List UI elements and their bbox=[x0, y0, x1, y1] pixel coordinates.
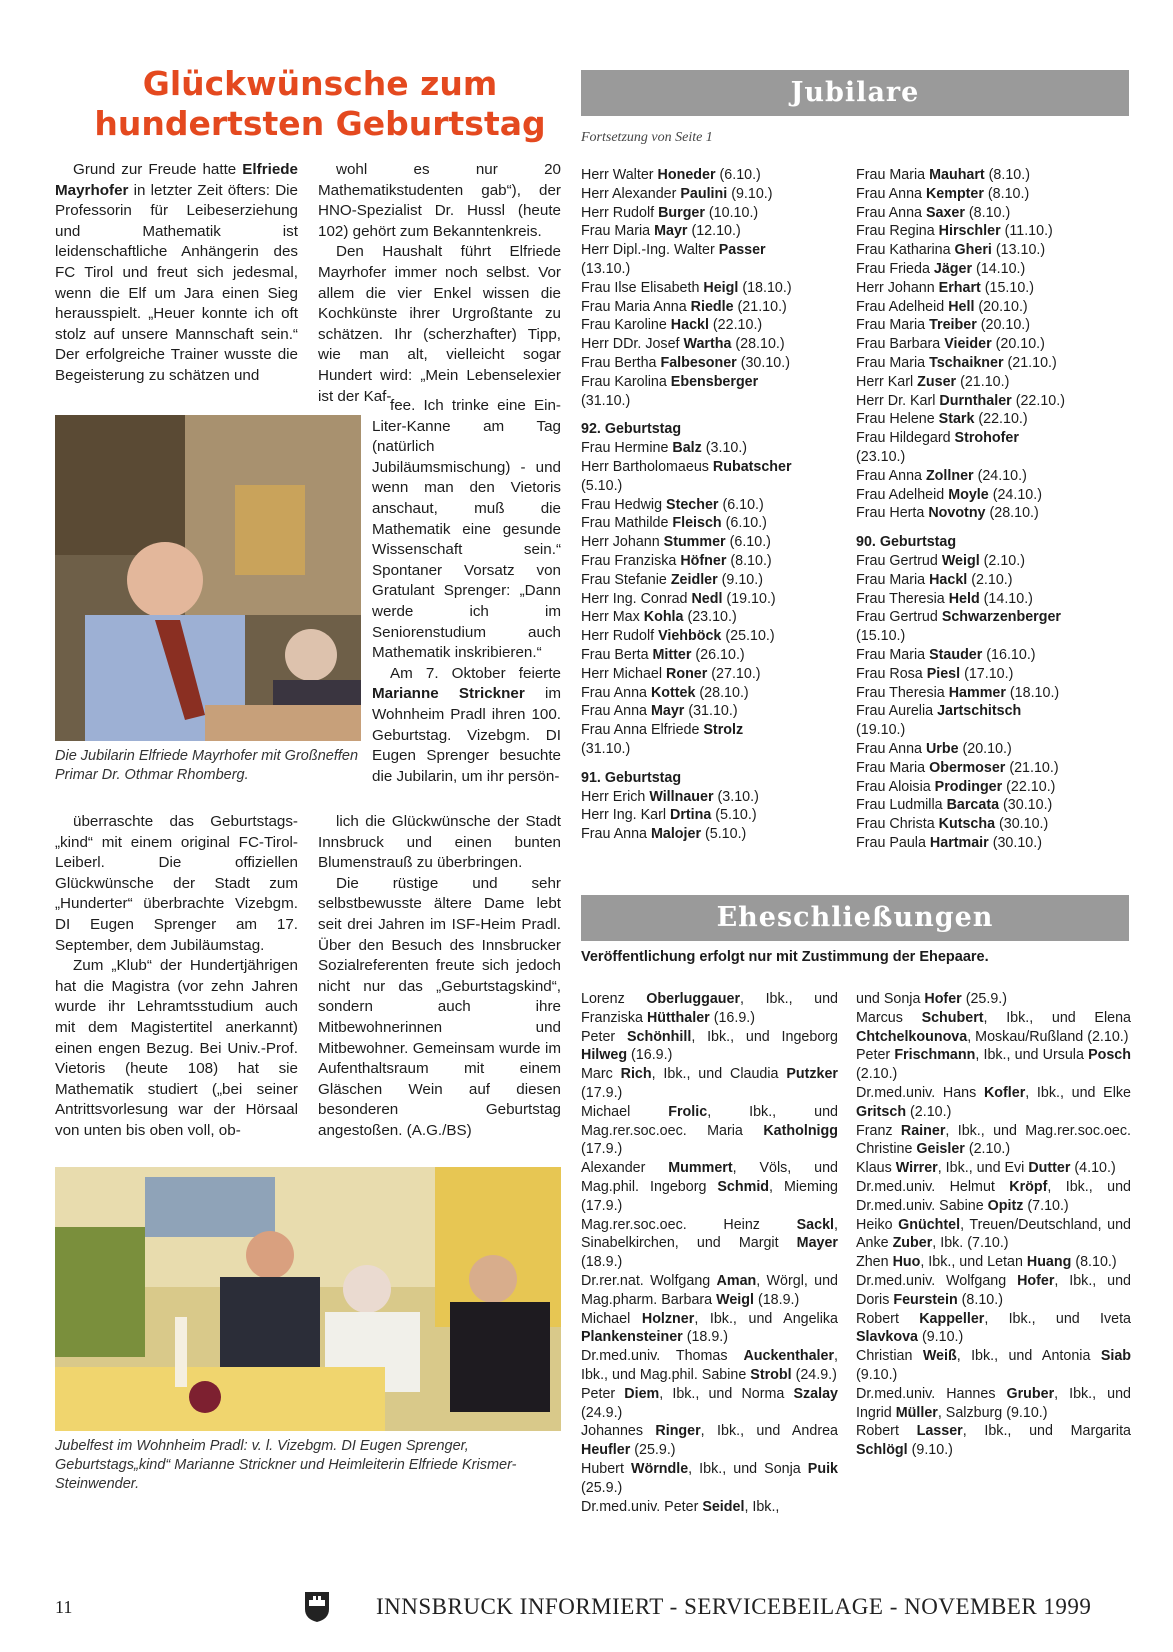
marriages-note: Veröffentlichung erfolgt nur mit Zustimmung der Ehepaare. bbox=[581, 949, 989, 965]
text-paragraph: überraschte das Geburtstags-„kind“ mit einem original FC-Tirol-Leiberl. Die offiziellen Glückwünsche der Stadt zum „Hunderter“ überbrachte Vizebgm. DI Eugen Sprenger am 17. September, dem Jubiläumstag. bbox=[55, 813, 298, 954]
list-item: Herr Erich Willnauer (3.10.) bbox=[581, 788, 759, 805]
headline-line-1: Glückwünsche zum bbox=[142, 64, 498, 103]
list-item: Herr Rudolf Burger (10.10.) bbox=[581, 204, 759, 221]
marriages-banner bbox=[581, 895, 1129, 941]
text-paragraph: Robert Lasser, Ibk., und Margarita Schlögl (9.10.) bbox=[856, 1423, 1131, 1459]
text-paragraph: Franz Rainer, Ibk., und Mag.rer.soc.oec. Christine Geisler (2.10.) bbox=[856, 1122, 1131, 1158]
jubilare-title: Jubilare bbox=[790, 77, 920, 108]
text-paragraph: Dr.med.univ. Thomas Auckenthaler, Ibk., und Mag.phil. Sabine Strobl (24.9.) bbox=[581, 1348, 838, 1383]
list-item: Frau Anna Malojer (5.10.) bbox=[581, 826, 747, 843]
text-paragraph: Dr.med.univ. Peter Seidel, Ibk., bbox=[581, 1498, 780, 1515]
list-item: Frau Ludmilla Barcata (30.10.) bbox=[856, 797, 1053, 814]
text-paragraph: Robert Kappeller, Ibk., und Iveta Slavkova (9.10.) bbox=[856, 1310, 1131, 1346]
article-col1-top bbox=[55, 160, 298, 387]
list-item: Frau Hildegard Strohofer bbox=[856, 430, 1019, 447]
text-paragraph: Heiko Gnüchtel, Treuen/Deutschland, und Anke Zuber, Ibk. (7.10.) bbox=[856, 1216, 1131, 1252]
list-item: Frau Maria Obermoser (21.10.) bbox=[856, 759, 1059, 776]
list-item: Frau Maria Mayr (12.10.) bbox=[581, 223, 741, 240]
list-item: (31.10.) bbox=[581, 740, 631, 757]
list-item: Frau Stefanie Zeidler (9.10.) bbox=[581, 571, 763, 588]
list-heading: 92. Geburtstag bbox=[581, 421, 682, 438]
list-item: Frau Mathilde Fleisch (6.10.) bbox=[581, 515, 767, 532]
text-paragraph: Mag.rer.soc.oec. Heinz Sackl, Sinabelkirchen, und Margit Mayer (18.9.) bbox=[581, 1216, 838, 1271]
list-item: Frau Karoline Hackl (22.10.) bbox=[581, 317, 763, 334]
list-item: Frau Anna Saxer (8.10.) bbox=[856, 204, 1011, 221]
text-paragraph: lich die Glückwünsche der Stadt Innsbruck und einen bunten Blumenstrauß zu überbringen. bbox=[318, 813, 561, 872]
photo-jubilarin-mayrhofer-image bbox=[55, 415, 361, 741]
list-item: Frau Berta Mitter (26.10.) bbox=[581, 646, 745, 663]
list-item: Herr Michael Roner (27.10.) bbox=[581, 665, 761, 682]
page-number: 11 bbox=[55, 1597, 73, 1617]
jubilare-list-col1 bbox=[581, 166, 831, 844]
list-item: Frau Aurelia Jartschitsch bbox=[856, 703, 1022, 720]
text-paragraph: Grund zur Freude hatte Elfriede Mayrhofer in letzter Zeit öfters: Die Professorin für Leibeserziehung und Mathematik ist leidenschaftliche Anhängerin des FC Tirol und freut sich jedesmal, wenn die Elf um Jara einen Sieg herausspielt. „Heuer konnte ich oft stolz auf unsere Mannschaft sein.“ Der erfolgreiche Trainer wusste die Begeisterung zu schätzen und bbox=[55, 161, 298, 384]
text-paragraph: Johannes Ringer, Ibk., und Andrea Heufler (25.9.) bbox=[581, 1423, 838, 1459]
text-paragraph: Am 7. Oktober feierte Marianne Strickner im Wohnheim Pradl ihren 100. Geburtstag. Vizebgm. DI Eugen Sprenger besuchte die Jubilarin, um ihr persön- bbox=[372, 664, 561, 785]
list-item: Frau Regina Hirschler (11.10.) bbox=[856, 223, 1053, 240]
list-item: Frau Helene Stark (22.10.) bbox=[856, 411, 1028, 428]
list-item: (15.10.) bbox=[856, 628, 906, 645]
list-item: Frau Anna Kottek (28.10.) bbox=[581, 684, 749, 701]
text-paragraph: Marc Rich, Ibk., und Claudia Putzker (17.9.) bbox=[581, 1066, 838, 1101]
text-paragraph: Christian Weiß, Ibk., und Antonia Siab (9.10.) bbox=[856, 1348, 1132, 1383]
text-paragraph: Den Haushalt führt Elfriede Mayrhofer immer noch selbst. Vor allem die vier Enkel wissen die Kochkünste ihrer Urgroßtante zu schätzen. Ihr (scherzhafter) Tipp, wie man alt, vielleicht sogar Hundert wird: „Mein Lebenselexier ist der Kaf- bbox=[318, 243, 561, 405]
list-item: Frau Anna Mayr (31.10.) bbox=[581, 703, 738, 720]
list-item: Frau Maria Treiber (20.10.) bbox=[856, 317, 1031, 334]
text-paragraph: Peter Diem, Ibk., und Norma Szalay (24.9.) bbox=[581, 1385, 838, 1421]
marriages-title: Eheschließungen bbox=[716, 902, 994, 933]
list-item: Frau Katharina Gheri (13.10.) bbox=[856, 242, 1046, 259]
article-col2-bottom bbox=[318, 812, 561, 1142]
list-item: Herr Alexander Paulini (9.10.) bbox=[581, 185, 773, 202]
photo-jubelfest-pradl-image bbox=[55, 1167, 561, 1431]
list-item: Frau Adelheid Hell (20.10.) bbox=[856, 298, 1028, 315]
text-paragraph: Peter Frischmann, Ibk., und Ursula Posch (2.10.) bbox=[856, 1047, 1131, 1083]
marriages-list-col2 bbox=[856, 990, 1131, 1460]
city-coat-of-arms-shape bbox=[304, 1591, 330, 1623]
jubilare-list-col2 bbox=[856, 166, 1136, 853]
text-paragraph: Lorenz Oberluggauer, Ibk., und Franziska Hütthaler (16.9.) bbox=[581, 991, 838, 1026]
text-paragraph: wohl es nur 20 Mathematikstudenten gab“), der HNO-Spezialist Dr. Hussl (heute 102) gehört zum Bekanntenkreis. bbox=[318, 161, 561, 240]
list-item: (31.10.) bbox=[581, 392, 631, 409]
text-paragraph: Dr.med.univ. Wolfgang Hofer, Ibk., und Doris Feurstein (8.10.) bbox=[856, 1272, 1131, 1308]
list-item: Frau Aloisia Prodinger (22.10.) bbox=[856, 778, 1056, 795]
headline-line-2: hundertsten Geburtstag bbox=[94, 104, 546, 143]
list-item: Frau Anna Kempter (8.10.) bbox=[856, 185, 1030, 202]
list-item: Herr Ing. Karl Drtina (5.10.) bbox=[581, 807, 757, 824]
list-item: Frau Anna Elfriede Strolz bbox=[581, 722, 744, 739]
list-item: Frau Theresia Held (14.10.) bbox=[856, 590, 1033, 607]
list-item: Frau Christa Kutscha (30.10.) bbox=[856, 816, 1049, 833]
text-paragraph: Klaus Wirrer, Ibk., und Evi Dutter (4.10.) bbox=[856, 1160, 1116, 1177]
text-paragraph: Alexander Mummert, Völs, und Mag.phil. Ingeborg Schmid, Mieming (17.9.) bbox=[581, 1160, 838, 1214]
text-paragraph: Michael Holzner, Ibk., und Angelika Plankensteiner (18.9.) bbox=[581, 1310, 838, 1346]
list-item: Frau Anna Zollner (24.10.) bbox=[856, 467, 1027, 484]
list-item: Frau Paula Hartmair (30.10.) bbox=[856, 834, 1042, 851]
text-paragraph: Die rüstige und sehr selbstbewusste ältere Dame lebt seit drei Jahren im ISF-Heim Pradl. Über den Besuch des Innsbrucker Sozialreferenten freute sich jedoch nicht nur das „Geburtstagskind“, sondern auch ihre Mitbewohnerinnen und Mitbewohner. Gemeinsam wurde im Aufenthaltsraum mit einem Gläschen Wein auf diesen besonderen Geburtstag angestoßen. (A.G./BS) bbox=[318, 874, 561, 1139]
text-paragraph: Zum „Klub“ der Hundertjährigen hat die Magistra (vor zehn Jahren wurde ihr Lehramtsstudium auch mit dem Magistertitel anerkannt) einen engen Bezug. Bei Univ.-Prof. Vietoris (heute 108) hat sie Mathematik studiert („bei seiner Antrittsvorlesung war der Hörsaal von unten bis oben voll, ob- bbox=[55, 957, 298, 1139]
list-item: Herr Ing. Conrad Nedl (19.10.) bbox=[581, 590, 776, 607]
text-paragraph: Dr.rer.nat. Wolfgang Aman, Wörgl, und Mag.pharm. Barbara Weigl (18.9.) bbox=[581, 1272, 839, 1308]
footer-title: INNSBRUCK INFORMIERT - SERVICEBEILAGE - NOVEMBER 1999 bbox=[376, 1594, 1092, 1619]
list-item: Herr Max Kohla (23.10.) bbox=[581, 609, 737, 626]
list-item: Frau Gertrud Weigl (2.10.) bbox=[856, 552, 1025, 569]
text-paragraph: Peter Schönhill, Ibk., und Ingeborg Hilweg (16.9.) bbox=[581, 1028, 838, 1064]
list-item: Frau Hedwig Stecher (6.10.) bbox=[581, 496, 764, 513]
list-item: (23.10.) bbox=[856, 448, 906, 465]
text-paragraph: Zhen Huo, Ibk., und Letan Huang (8.10.) bbox=[856, 1254, 1117, 1271]
list-item: Frau Rosa Piesl (17.10.) bbox=[856, 665, 1014, 682]
list-item: Frau Maria Stauder (16.10.) bbox=[856, 646, 1036, 663]
list-item: (19.10.) bbox=[856, 722, 906, 739]
text-paragraph: Michael Frolic, Ibk., und Mag.rer.soc.oec. Maria Katholnigg (17.9.) bbox=[581, 1103, 838, 1158]
list-item: Herr Karl Zuser (21.10.) bbox=[856, 373, 1010, 390]
list-item: Frau Herta Novotny (28.10.) bbox=[856, 505, 1039, 522]
photo-jubelfest-pradl bbox=[55, 1167, 561, 1431]
photo2-caption: Jubelfest im Wohnheim Pradl: v. l. Vizebgm. DI Eugen Sprenger, Geburtstags„kind“ Marianne Strickner und Heimleiterin Elfriede Krismer-Steinwender. bbox=[55, 1438, 517, 1492]
list-item: Frau Maria Hackl (2.10.) bbox=[856, 571, 1013, 588]
list-item: Frau Ilse Elisabeth Heigl (18.10.) bbox=[581, 279, 792, 296]
list-item: Frau Adelheid Moyle (24.10.) bbox=[856, 486, 1042, 503]
list-item: Frau Maria Mauhart (8.10.) bbox=[856, 167, 1030, 183]
article-col2-beside-photo bbox=[372, 396, 561, 787]
list-item: Herr Johann Erhart (15.10.) bbox=[856, 279, 1035, 296]
list-item: Herr DDr. Josef Wartha (28.10.) bbox=[581, 336, 785, 353]
list-item: (5.10.) bbox=[581, 477, 623, 494]
list-item: Frau Franziska Höfner (8.10.) bbox=[581, 552, 772, 569]
list-item: Frau Barbara Vieider (20.10.) bbox=[856, 336, 1045, 353]
list-item: Herr Bartholomaeus Rubatscher bbox=[581, 458, 792, 475]
list-item: Herr Johann Stummer (6.10.) bbox=[581, 534, 771, 551]
text-paragraph: und Sonja Hofer (25.9.) bbox=[856, 991, 1008, 1007]
photo1-caption: Die Jubilarin Elfriede Mayrhofer mit Großneffen Primar Dr. Othmar Rhomberg. bbox=[55, 748, 359, 783]
text-paragraph: Dr.med.univ. Hans Kofler, Ibk., und Elke Gritsch (2.10.) bbox=[856, 1084, 1131, 1120]
list-item: Herr Rudolf Viehböck (25.10.) bbox=[581, 628, 775, 645]
list-item: Frau Anna Urbe (20.10.) bbox=[856, 740, 1012, 757]
text-paragraph: Dr.med.univ. Hannes Gruber, Ibk., und Ingrid Müller, Salzburg (9.10.) bbox=[856, 1385, 1131, 1421]
text-paragraph: Dr.med.univ. Helmut Kröpf, Ibk., und Dr.med.univ. Sabine Opitz (7.10.) bbox=[856, 1178, 1131, 1214]
text-paragraph: fee. Ich trinke eine Ein-Liter-Kanne am Tag (natürlich Jubiläumsmischung) - und wenn man den Vietoris anschaut, muß die Mathematik eine gesunde Wissenschaft sein.“ Spontaner Vorsatz von Gratulant Sprenger: „Dann werde ich im Seniorenstudium auch Mathematik inskribieren.“ bbox=[372, 397, 561, 662]
list-item: Herr Dipl.-Ing. Walter Passer bbox=[581, 242, 766, 259]
article-col2-top bbox=[318, 160, 561, 407]
marriages-list-col1 bbox=[581, 990, 838, 1516]
list-item: Frau Theresia Hammer (18.10.) bbox=[856, 684, 1060, 701]
headline bbox=[55, 64, 585, 144]
list-item: Frau Bertha Falbesoner (30.10.) bbox=[581, 354, 790, 371]
list-item: (13.10.) bbox=[581, 260, 631, 277]
list-item: Frau Maria Tschaikner (21.10.) bbox=[856, 354, 1057, 371]
list-item: Frau Maria Anna Riedle (21.10.) bbox=[581, 298, 787, 315]
article-col1-bottom bbox=[55, 812, 298, 1142]
list-heading: 91. Geburtstag bbox=[581, 769, 682, 786]
jubilare-banner bbox=[581, 70, 1129, 116]
city-coat-of-arms-icon bbox=[304, 1591, 330, 1623]
list-heading: 90. Geburtstag bbox=[856, 534, 957, 551]
text-paragraph: Hubert Wörndle, Ibk., und Sonja Puik (25.9.) bbox=[581, 1460, 838, 1496]
list-item: Frau Gertrud Schwarzenberger bbox=[856, 609, 1061, 626]
list-item: Frau Frieda Jäger (14.10.) bbox=[856, 260, 1026, 277]
list-item: Frau Karolina Ebensberger bbox=[581, 373, 759, 390]
list-item: Herr Dr. Karl Durnthaler (22.10.) bbox=[856, 392, 1065, 409]
list-item: Herr Walter Honeder (6.10.) bbox=[581, 167, 761, 183]
list-item: Frau Hermine Balz (3.10.) bbox=[581, 440, 748, 457]
photo-jubilarin-mayrhofer bbox=[55, 415, 361, 741]
text-paragraph: Marcus Schubert, Ibk., und Elena Chtchelkounova, Moskau/Rußland (2.10.) bbox=[856, 1009, 1132, 1045]
jubilare-subtitle: Fortsetzung von Seite 1 bbox=[581, 130, 713, 145]
